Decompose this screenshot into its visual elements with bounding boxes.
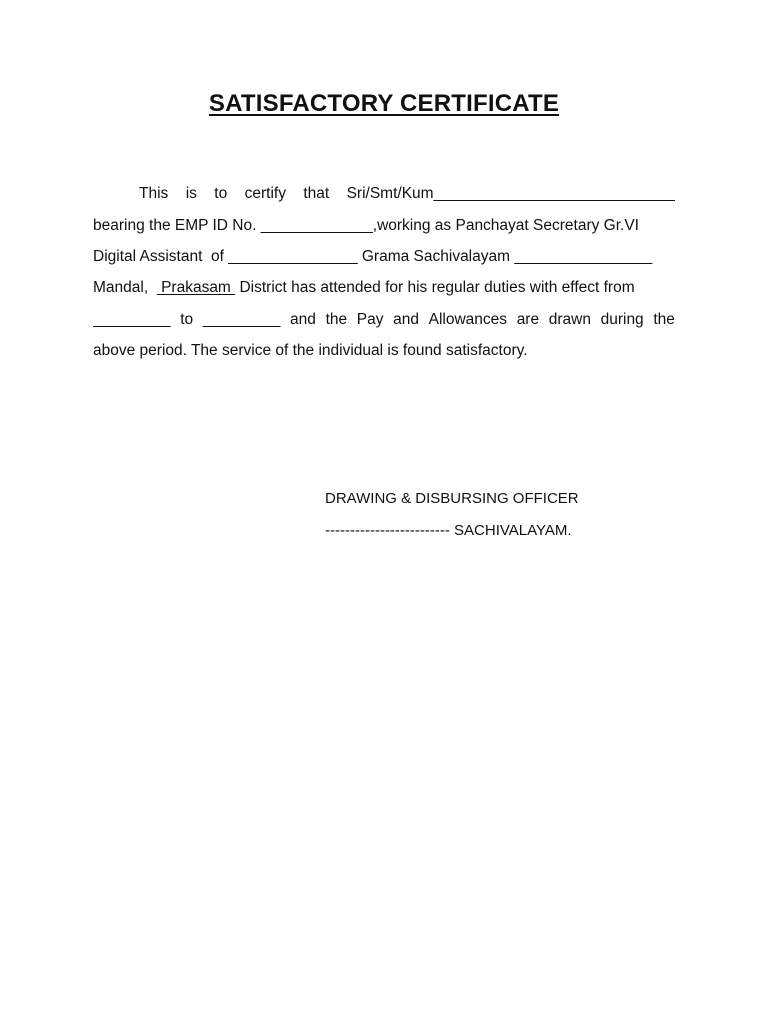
officer-office: ------------------------- SACHIVALAYAM. bbox=[325, 522, 572, 539]
body-line-3: Digital Assistant of _______________ Grama Sachivalayam ________________ bbox=[93, 248, 653, 265]
body-line-5: _________ to _________ and the Pay and Allowances are drawn during the bbox=[93, 311, 675, 328]
body-line-2: bearing the EMP ID No. _____________,working as Panchayat Secretary Gr.VI bbox=[93, 217, 639, 234]
officer-designation: DRAWING & DISBURSING OFFICER bbox=[325, 490, 579, 507]
body-line-6: above period. The service of the individual is found satisfactory. bbox=[93, 342, 528, 359]
body-line-1: This is to certify that Sri/Smt/Kum____________________________ bbox=[139, 185, 675, 202]
body-line-4: Mandal, Prakasam District has attended for his regular duties with effect from bbox=[93, 279, 635, 296]
certificate-title: SATISFACTORY CERTIFICATE bbox=[208, 90, 560, 117]
district-name: Prakasam bbox=[156, 279, 236, 296]
